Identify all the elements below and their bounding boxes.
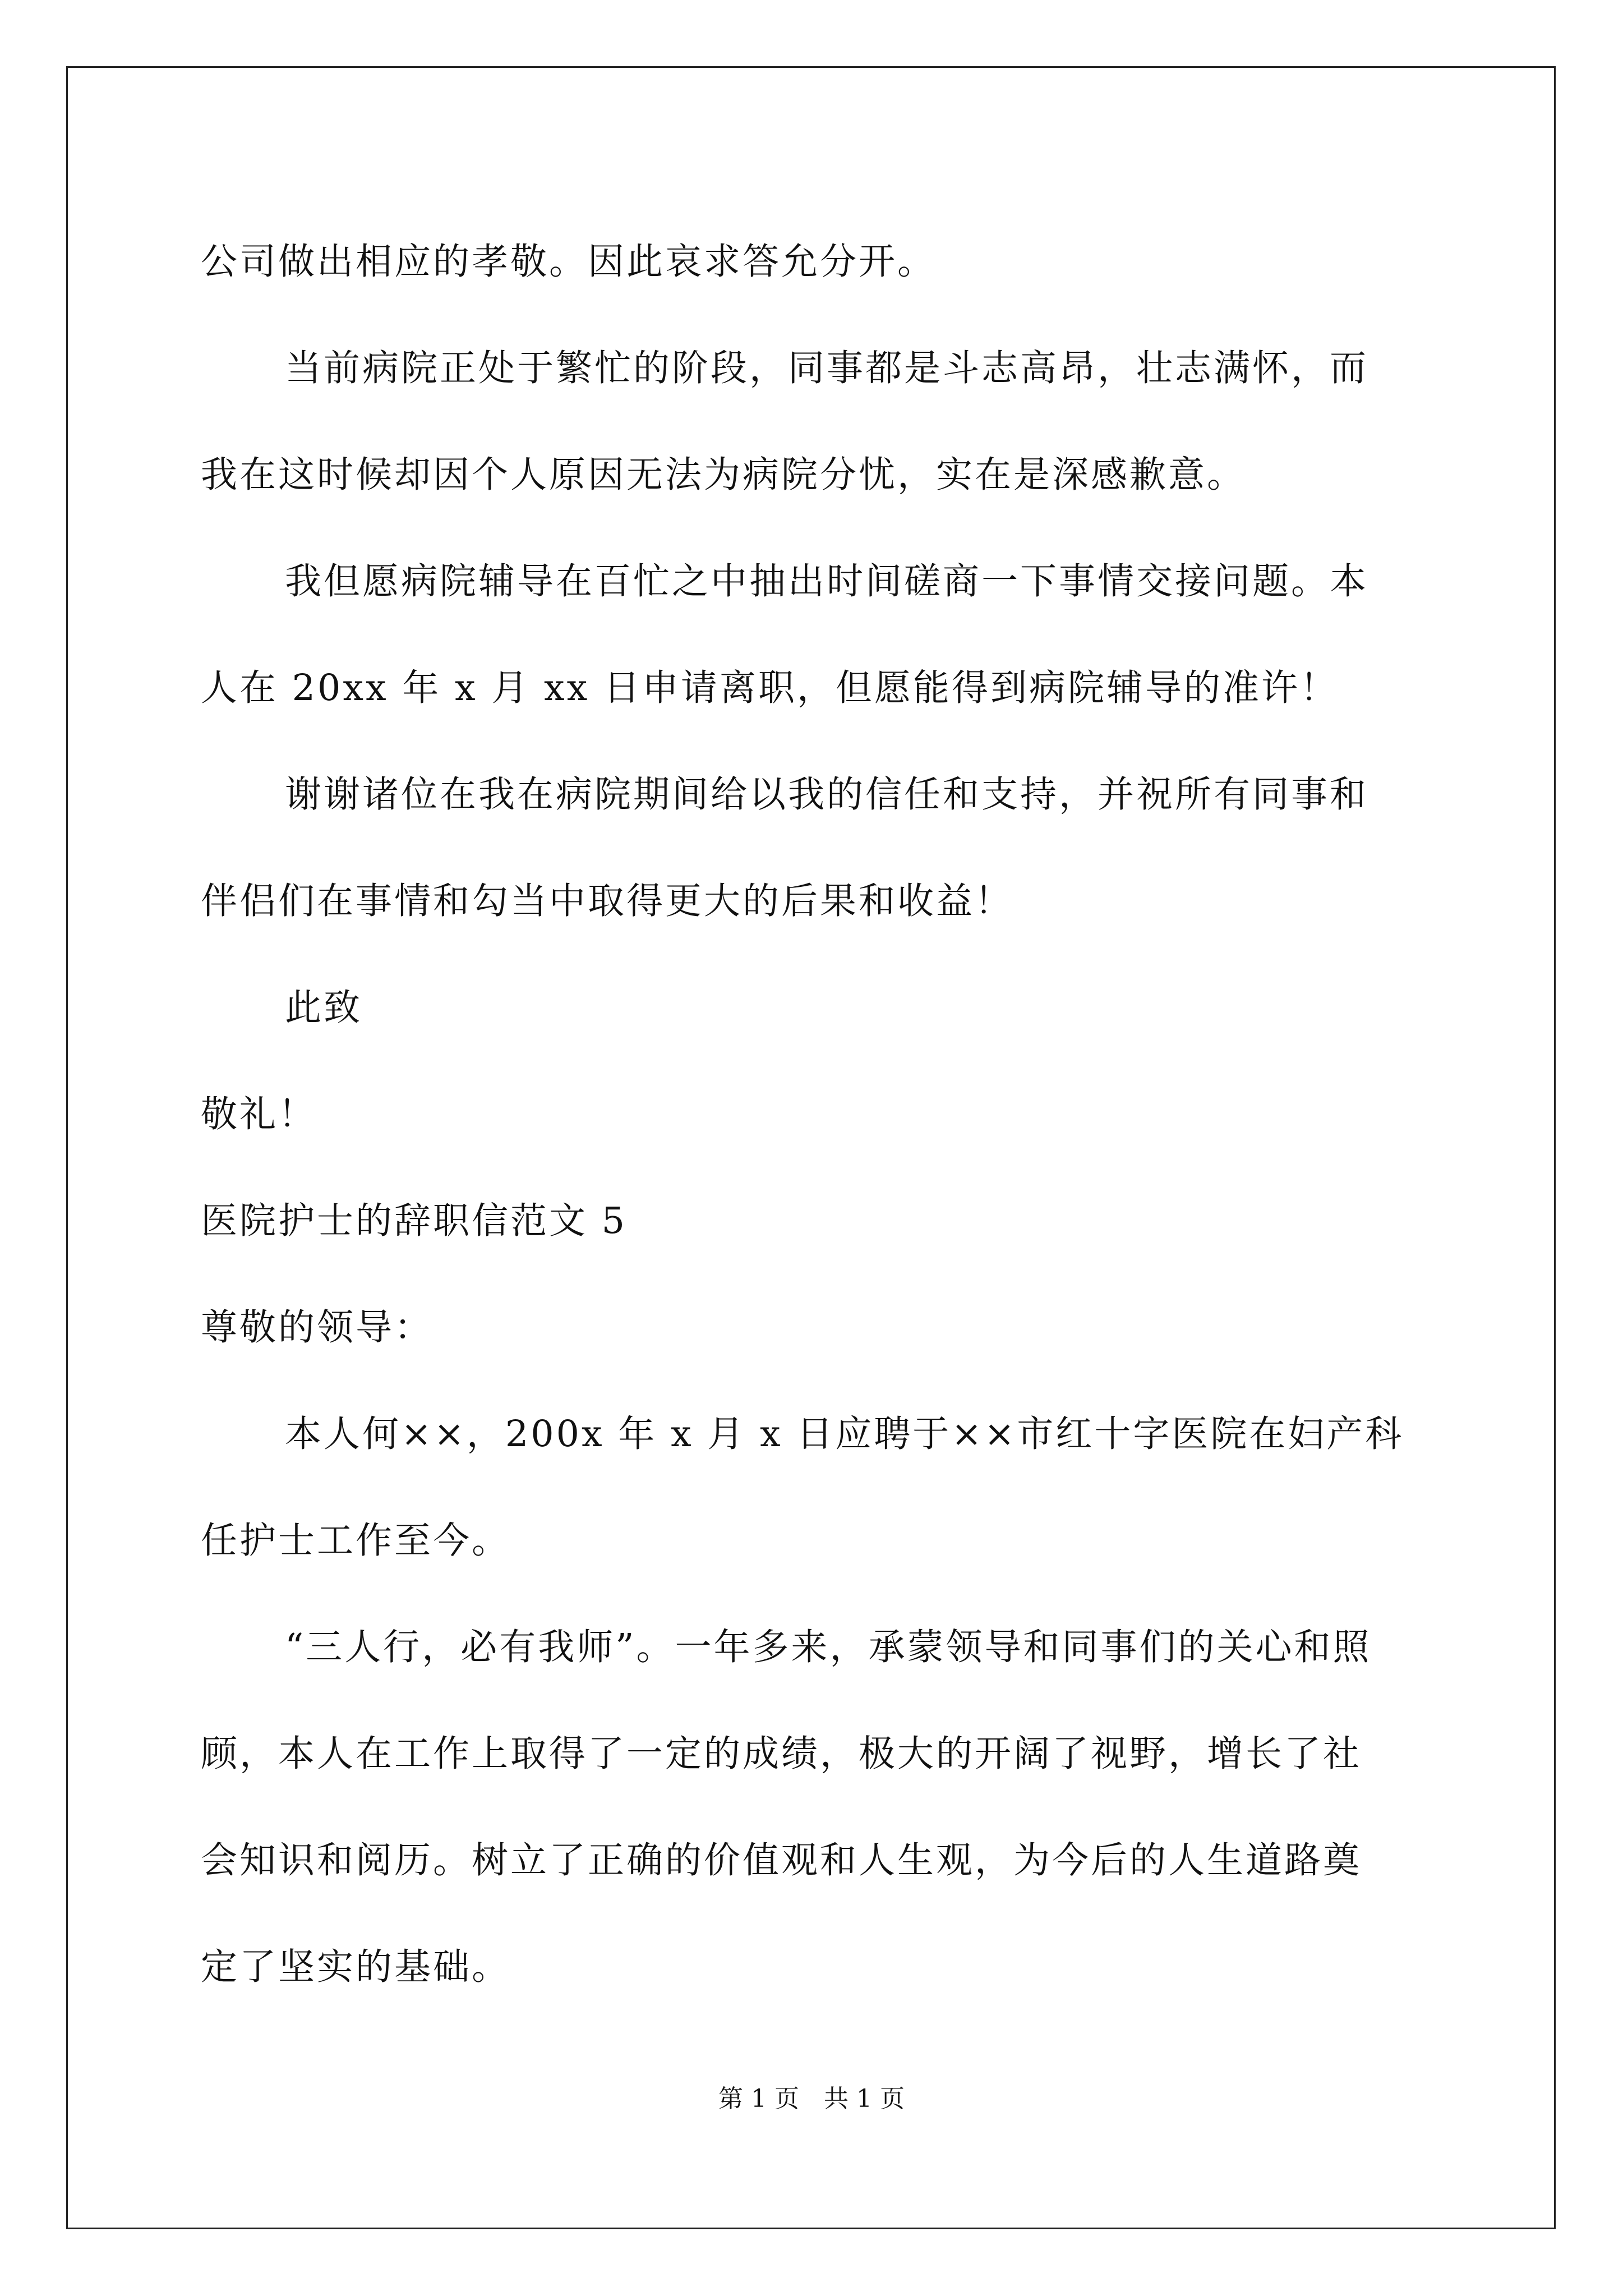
text-line-17: 定了坚实的基础。 <box>201 1946 511 1988</box>
greeting: 尊敬的领导： <box>201 1306 434 1349</box>
text-line-12: 本人何××，200x 年 x 月 x 日应聘于××市红十字医院在妇产科 <box>285 1413 1404 1455</box>
document-body <box>201 209 1427 2021</box>
text-line-13: 任护士工作至今。 <box>201 1520 511 1562</box>
closing-regards: 敬礼！ <box>201 1093 317 1135</box>
text-line-6: 谢谢诸位在我在病院期间给以我的信任和支持，并祝所有同事和 <box>285 774 1369 816</box>
closing-salutation: 此致 <box>285 987 363 1029</box>
text-line-5: 人在 20xx 年 x 月 xx 日申请离职，但愿能得到病院辅导的准许！ <box>201 667 1339 709</box>
page-number-footer: 第 1 页 共 1 页 <box>718 2085 905 2113</box>
text-line-15: 顾，本人在工作上取得了一定的成绩，极大的开阔了视野，增长了社 <box>201 1733 1362 1775</box>
text-line-3: 我在这时候却因个人原因无法为病院分忧，实在是深感歉意。 <box>201 454 1246 496</box>
section-heading: 医院护士的辞职信范文 5 <box>201 1200 628 1242</box>
text-line-7: 伴侣们在事情和勾当中取得更大的后果和收益！ <box>201 880 1014 922</box>
text-line-2: 当前病院正处于繁忙的阶段，同事都是斗志高昂，壮志满怀，而 <box>285 347 1369 389</box>
text-line-14: “三人行，必有我师”。一年多来，承蒙领导和同事们的关心和照 <box>285 1626 1372 1668</box>
text-line-4: 我但愿病院辅导在百忙之中抽出时间磋商一下事情交接问题。本 <box>285 560 1369 602</box>
text-line-1: 公司做出相应的孝敬。因此哀求答允分开。 <box>201 241 937 283</box>
text-line-16: 会知识和阅历。树立了正确的价值观和人生观，为今后的人生道路奠 <box>201 1839 1362 1881</box>
